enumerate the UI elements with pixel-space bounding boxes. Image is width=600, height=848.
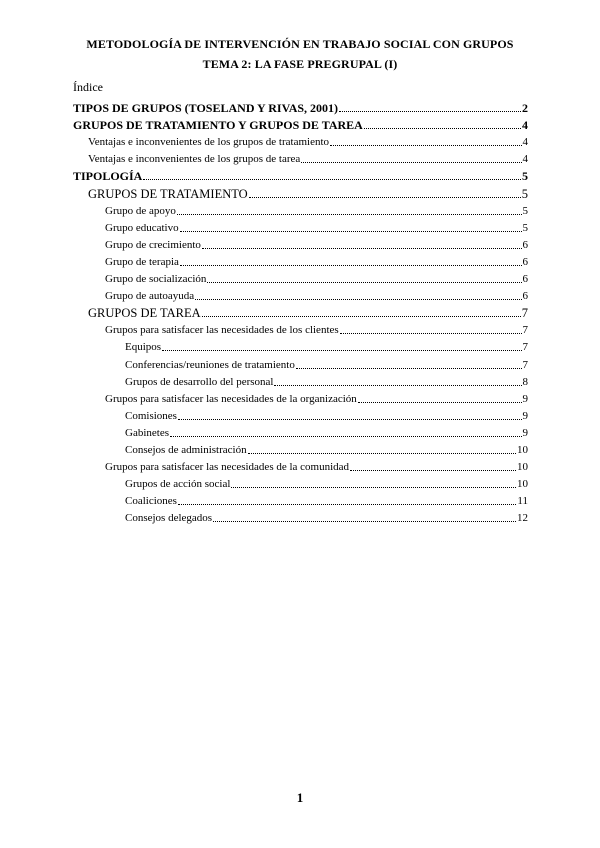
dot-leader: [330, 144, 521, 146]
toc-entry-label: Grupo educativo: [105, 221, 179, 234]
dot-leader: [350, 469, 516, 471]
toc-entry-page: 4: [522, 118, 528, 133]
toc-entry-page: 7: [522, 341, 528, 354]
toc-entry[interactable]: [73, 389, 528, 406]
toc-entry-page: 10: [517, 461, 528, 474]
dot-leader: [301, 161, 521, 163]
dot-leader: [274, 384, 521, 386]
toc-entry-label: Grupos para satisfacer las necesidades de la organización: [105, 392, 357, 405]
toc-entry[interactable]: [73, 201, 528, 218]
toc-entry-page: 2: [522, 101, 528, 116]
dot-leader: [180, 264, 522, 266]
toc-entry[interactable]: [73, 132, 528, 149]
document-subtitle: TEMA 2: LA FASE PREGRUPAL (I): [202, 57, 398, 71]
toc-entry-page: 5: [522, 204, 528, 217]
toc-entry-page: 7: [522, 358, 528, 371]
toc-entry-page: 7: [522, 324, 528, 337]
page-number: 1: [296, 790, 304, 805]
dot-leader: [339, 110, 521, 112]
toc-entry[interactable]: [73, 491, 528, 508]
dot-leader: [178, 503, 516, 505]
toc-entry[interactable]: [73, 406, 528, 423]
toc-entry[interactable]: [73, 286, 528, 303]
dot-leader: [358, 401, 522, 403]
toc-entry-label: Grupo de terapia: [105, 255, 179, 268]
dot-leader: [202, 315, 521, 317]
toc-entry[interactable]: [73, 115, 528, 132]
toc-entry-label: Grupos de desarrollo del personal: [125, 375, 274, 388]
toc-entry-page: 10: [517, 478, 528, 491]
toc-entry-label: Ventajas e inconvenientes de los grupos de tarea: [88, 153, 301, 166]
dot-leader: [340, 332, 522, 334]
toc-entry-page: 6: [522, 255, 528, 268]
dot-leader: [143, 178, 521, 180]
toc-entry-label: Grupo de autoayuda: [105, 290, 195, 303]
toc-entry-page: 9: [522, 409, 528, 422]
dot-leader: [296, 367, 522, 369]
toc-entry-page: 6: [522, 273, 528, 286]
toc-entry-page: 5: [522, 221, 528, 234]
toc-entry-page: 9: [522, 392, 528, 405]
toc-entry[interactable]: [73, 252, 528, 269]
dot-leader: [364, 127, 521, 129]
toc-entry-page: 9: [522, 426, 528, 439]
toc-entry[interactable]: [73, 303, 528, 320]
toc-entry-label: Grupo de crecimiento: [105, 238, 201, 251]
toc-entry-page: 6: [522, 290, 528, 303]
toc-entry-label: Consejos de administración: [125, 443, 247, 456]
table-of-contents: [73, 98, 528, 525]
dot-leader: [213, 520, 516, 522]
index-heading: Índice: [73, 80, 103, 94]
toc-entry-label: Grupos de acción social: [125, 478, 231, 491]
toc-entry[interactable]: [73, 149, 528, 166]
toc-entry-label: Conferencias/reuniones de tratamiento: [125, 358, 295, 371]
dot-leader: [231, 486, 516, 488]
toc-entry-label: TIPOS DE GRUPOS (TOSELAND Y RIVAS, 2001): [73, 101, 339, 116]
toc-entry-label: Coaliciones: [125, 495, 177, 508]
toc-entry[interactable]: [73, 218, 528, 235]
toc-entry-page: 10: [517, 443, 528, 456]
toc-entry-page: 4: [522, 153, 528, 166]
toc-entry[interactable]: [73, 235, 528, 252]
toc-entry-page: 6: [522, 238, 528, 251]
toc-entry-label: GRUPOS DE TRATAMIENTO Y GRUPOS DE TAREA: [73, 118, 363, 133]
dot-leader: [177, 213, 522, 215]
toc-entry[interactable]: [73, 354, 528, 371]
toc-entry-label: Comisiones: [125, 409, 177, 422]
toc-entry-page: 8: [522, 375, 528, 388]
toc-entry[interactable]: [73, 474, 528, 491]
toc-entry[interactable]: [73, 440, 528, 457]
toc-entry[interactable]: [73, 98, 528, 115]
dot-leader: [195, 298, 521, 300]
toc-entry-label: Ventajas e inconvenientes de los grupos de tratamiento: [88, 136, 330, 149]
dot-leader: [170, 435, 522, 437]
toc-entry-label: TIPOLOGÍA: [73, 169, 143, 184]
toc-entry[interactable]: [73, 423, 528, 440]
dot-leader: [249, 196, 521, 198]
toc-entry-label: Grupos para satisfacer las necesidades de la comunidad: [105, 461, 350, 474]
toc-entry-label: GRUPOS DE TRATAMIENTO: [88, 186, 248, 201]
toc-entry-label: Gabinetes: [125, 426, 169, 439]
toc-entry-label: Consejos delegados: [125, 512, 213, 525]
toc-entry[interactable]: [73, 457, 528, 474]
toc-entry[interactable]: [73, 166, 528, 183]
dot-leader: [202, 247, 522, 249]
toc-entry-label: GRUPOS DE TAREA: [88, 306, 201, 321]
dot-leader: [162, 349, 521, 351]
toc-entry-page: 4: [522, 136, 528, 149]
document-title: METODOLOGÍA DE INTERVENCIÓN EN TRABAJO SOCIAL CON GRUPOS: [86, 37, 514, 51]
toc-entry-label: Grupos para satisfacer las necesidades de los clientes: [105, 324, 339, 337]
toc-entry[interactable]: [73, 337, 528, 354]
dot-leader: [207, 281, 521, 283]
toc-entry-label: Grupo de socialización: [105, 273, 207, 286]
toc-entry[interactable]: [73, 372, 528, 389]
toc-entry-label: Grupo de apoyo: [105, 204, 176, 217]
toc-entry-page: 5: [522, 169, 528, 184]
toc-entry-page: 11: [517, 495, 528, 508]
toc-entry[interactable]: [73, 269, 528, 286]
toc-entry[interactable]: [73, 183, 528, 200]
dot-leader: [180, 230, 522, 232]
dot-leader: [178, 418, 522, 420]
toc-entry[interactable]: [73, 320, 528, 337]
toc-entry-page: 5: [521, 186, 528, 201]
toc-entry[interactable]: [73, 508, 528, 525]
dot-leader: [248, 452, 516, 454]
toc-entry-label: Equipos: [125, 341, 162, 354]
toc-entry-page: 12: [517, 512, 528, 525]
toc-entry-page: 7: [521, 306, 528, 321]
